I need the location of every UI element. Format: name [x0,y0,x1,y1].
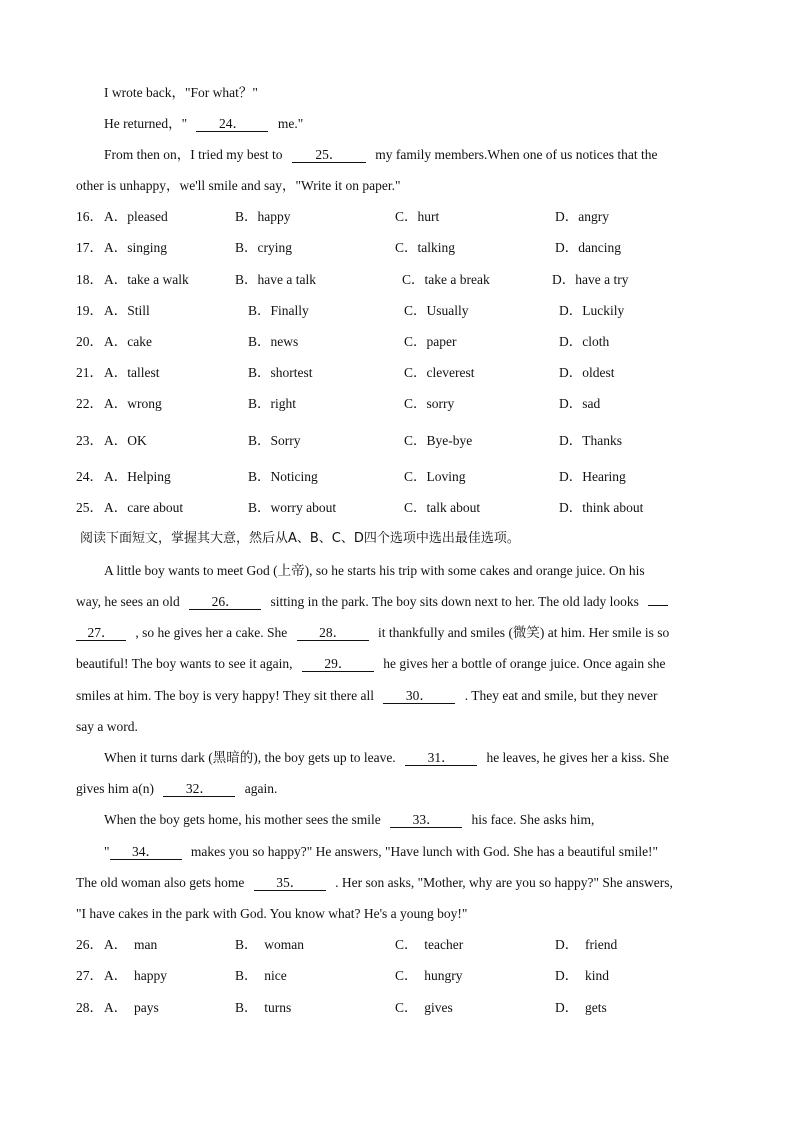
passage-text: again. [244,781,278,796]
dialog-line-2 [104,116,303,132]
option-c: C．paper [404,334,457,349]
blank-32: 32． [163,782,235,797]
option-d: D．sad [559,396,601,411]
passage-text: . Her son asks, "Mother, why are you so happy?" She answers, [335,875,673,890]
option-a: A．singing [104,240,168,255]
option-a: A．take a walk [104,272,189,287]
option-a: A．Helping [104,469,171,484]
option-b: B．worry about [248,500,337,515]
option-a: A． pays [104,1000,159,1015]
passage-text: When the boy gets home, his mother sees the smile [104,812,381,827]
option-d: D． friend [555,937,618,952]
blank-29: 29． [302,657,374,672]
option-b: B．Finally [248,303,309,318]
option-a: A．OK [104,433,147,448]
blank-33: 33． [390,813,462,828]
option-b: B．right [248,396,297,411]
question-number: 28． [76,1000,103,1015]
passage-line [76,625,669,641]
blank-27: 27． [76,626,126,641]
option-a: A． man [104,937,158,952]
blank-26: 26． [189,595,261,610]
blank-24: 24． [196,117,268,132]
dialog-line-3-suffix: my family members.When one of us notices that the [375,147,658,162]
passage-text: makes you so happy?" He answers, "Have lunch with God. She has a beautiful smile!" [190,844,659,859]
passage-line [76,688,658,704]
passage-text: way, he sees an old [76,594,180,609]
blank-31: 31． [405,751,477,766]
passage-text: he gives her a bottle of orange juice. Once again she [383,656,666,671]
option-c: C． gives [395,1000,453,1015]
question-number: 16． [76,209,103,224]
blank-34: 34． [110,845,182,860]
question-number: 22． [76,396,103,411]
option-c: C．talking [395,240,455,255]
blank-35: 35． [254,876,326,891]
passage-text: " [104,844,110,859]
option-b: B．have a talk [235,272,316,287]
question-number: 27． [76,968,103,983]
option-b: B．news [248,334,299,349]
option-d: D．cloth [559,334,610,349]
option-d: D．Hearing [559,469,626,484]
option-a: A． happy [104,968,167,983]
passage-text: sitting in the park. The boy sits down next to her. The old lady looks [270,594,639,609]
blank-30: 30． [383,689,455,704]
option-c: C．sorry [404,396,455,411]
option-a: A．wrong [104,396,162,411]
option-c: C．talk about [404,500,481,515]
option-a: A．pleased [104,209,168,224]
dialog-line-2-suffix: me." [277,116,304,131]
option-b: B． nice [235,968,287,983]
option-d: D．have a try [552,272,629,287]
option-c: C． teacher [395,937,464,952]
passage-line [104,844,658,860]
question-number: 17． [76,240,103,255]
option-a: A．Still [104,303,150,318]
passage-text: beautiful! The boy wants to see it again, [76,656,293,671]
option-d: D．oldest [559,365,615,380]
dialog-line-2-prefix: He returned，" [104,116,188,131]
dialog-line-1: I wrote back，"For what？" [104,85,258,100]
dialog-line-3-prefix: From then on，I tried my best to [104,147,283,162]
option-c: C．Bye-bye [404,433,473,448]
question-number: 20． [76,334,103,349]
option-b: B．shortest [248,365,313,380]
option-c: C． hungry [395,968,463,983]
passage-line: A little boy wants to meet God (上帝), so he starts his trip with some cakes and orange juice. On his [104,563,645,578]
passage-text: it thankfully and smiles (微笑) at him. Her smile is so [377,625,670,640]
option-a: A．care about [104,500,184,515]
blank-27-start [648,605,668,606]
passage-line: "I have cakes in the park with God. You know what? He's a young boy!" [76,906,468,921]
passage-text: . They eat and smile, but they never [464,688,658,703]
question-number: 25． [76,500,103,515]
dialog-line-4: other is unhappy，we'll smile and say，"Write it on paper." [76,178,401,193]
passage-line [76,781,277,797]
question-number: 24． [76,469,103,484]
passage-text: his face. She asks him, [471,812,595,827]
passage-text: The old woman also gets home [76,875,245,890]
option-b: B．happy [235,209,291,224]
passage-line [76,594,668,610]
option-b: B．crying [235,240,292,255]
option-a: A．cake [104,334,152,349]
section-instruction: 阅读下面短文，掌握其大意，然后从A、B、C、D四个选项中选出最佳选项。 [80,531,520,546]
passage-text: gives him a(n) [76,781,154,796]
option-c: C．cleverest [404,365,475,380]
option-d: D．Thanks [559,433,622,448]
passage-line [76,656,665,672]
passage-text: smiles at him. The boy is very happy! They sit there all [76,688,374,703]
passage-line [104,750,669,766]
blank-28: 28． [297,626,369,641]
option-d: D． gets [555,1000,607,1015]
question-number: 23． [76,433,103,448]
passage-text: When it turns dark (黑暗的), the boy gets up to leave. [104,750,396,765]
blank-25: 25． [292,148,366,163]
option-c: C．take a break [402,272,490,287]
option-d: D．dancing [555,240,621,255]
option-d: D．think about [559,500,644,515]
option-b: B．Noticing [248,469,318,484]
option-a: A．tallest [104,365,160,380]
passage-line [104,812,594,828]
passage-text: , so he gives her a cake. She [135,625,288,640]
passage-line [76,875,673,891]
option-b: B． turns [235,1000,292,1015]
passage-line: say a word. [76,719,138,734]
option-d: D．angry [555,209,609,224]
dialog-line-3 [104,147,658,163]
passage-text: he leaves, he gives her a kiss. She [486,750,670,765]
option-c: C．Usually [404,303,469,318]
option-b: B．Sorry [248,433,301,448]
question-number: 18． [76,272,103,287]
option-c: C．Loving [404,469,466,484]
option-d: D． kind [555,968,609,983]
option-d: D．Luckily [559,303,625,318]
option-c: C．hurt [395,209,440,224]
question-number: 26． [76,937,103,952]
question-number: 21． [76,365,103,380]
option-b: B． woman [235,937,304,952]
question-number: 19． [76,303,103,318]
